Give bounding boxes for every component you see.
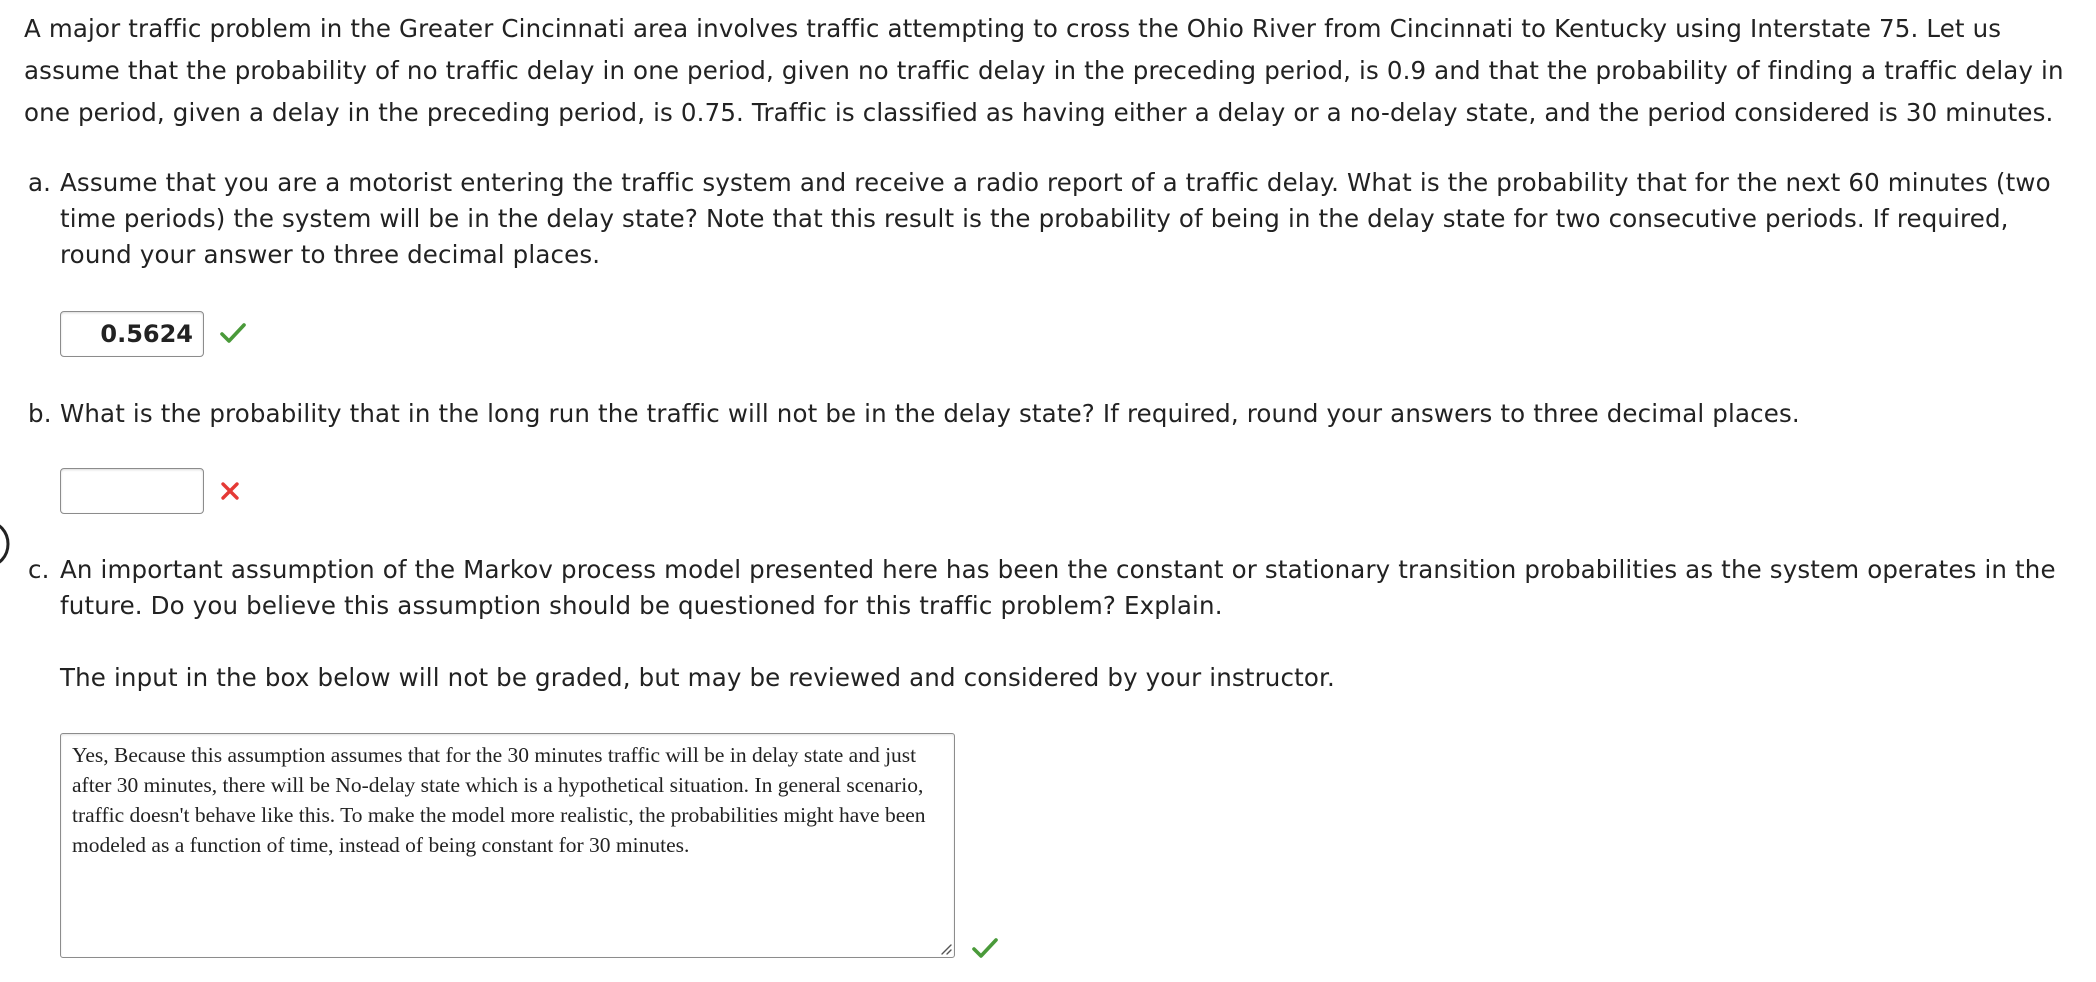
answer-b-input[interactable] <box>60 468 204 514</box>
question-a <box>28 165 2088 273</box>
question-b-letter: b. <box>28 399 52 428</box>
question-a-text: Assume that you are a motorist entering the traffic system and receive a radio report of a traffic delay. What is the probability that for the next 60 minutes (two time periods) the system will be in the delay state? Note that this result is the probability of being in the delay state for two consecutive periods. If required, round your answer to three decimal places. <box>60 168 2051 269</box>
question-a-letter: a. <box>28 168 52 197</box>
check-icon <box>220 322 246 344</box>
check-icon <box>972 937 998 959</box>
question-c-text: An important assumption of the Markov process model presented here has been the constant or stationary transition probabilities as the system operates in the future. Do you believe this assumption should be questioned for this traffic problem? Explain. <box>60 555 2056 620</box>
resize-grip-icon[interactable] <box>938 941 952 955</box>
problem-statement: A major traffic problem in the Greater Cincinnati area involves traffic attempting to cross the Ohio River from Cincinnati to Kentucky using Interstate 75. Let us assume that the probability of no traffic delay in one period, given no traffic delay in the preceding period, is 0.9 and that the probability of finding a traffic delay in one period, given a delay in the preceding period, is 0.75. Traffic is classified as having either a delay or a no-delay state, and the period considered is 30 minutes. <box>24 14 2064 127</box>
cross-icon <box>220 481 240 501</box>
question-c-letter: c. <box>28 555 50 584</box>
question-c <box>28 552 2088 624</box>
left-edge-arc <box>0 520 10 568</box>
question-b <box>28 396 2088 432</box>
ungraded-note: The input in the box below will not be graded, but may be reviewed and considered by your instructor. <box>60 663 1335 692</box>
explanation-textarea[interactable] <box>60 733 955 958</box>
answer-a-input[interactable] <box>60 311 204 357</box>
question-b-text: What is the probability that in the long run the traffic will not be in the delay state? If required, round your answers to three decimal places. <box>60 399 1800 428</box>
